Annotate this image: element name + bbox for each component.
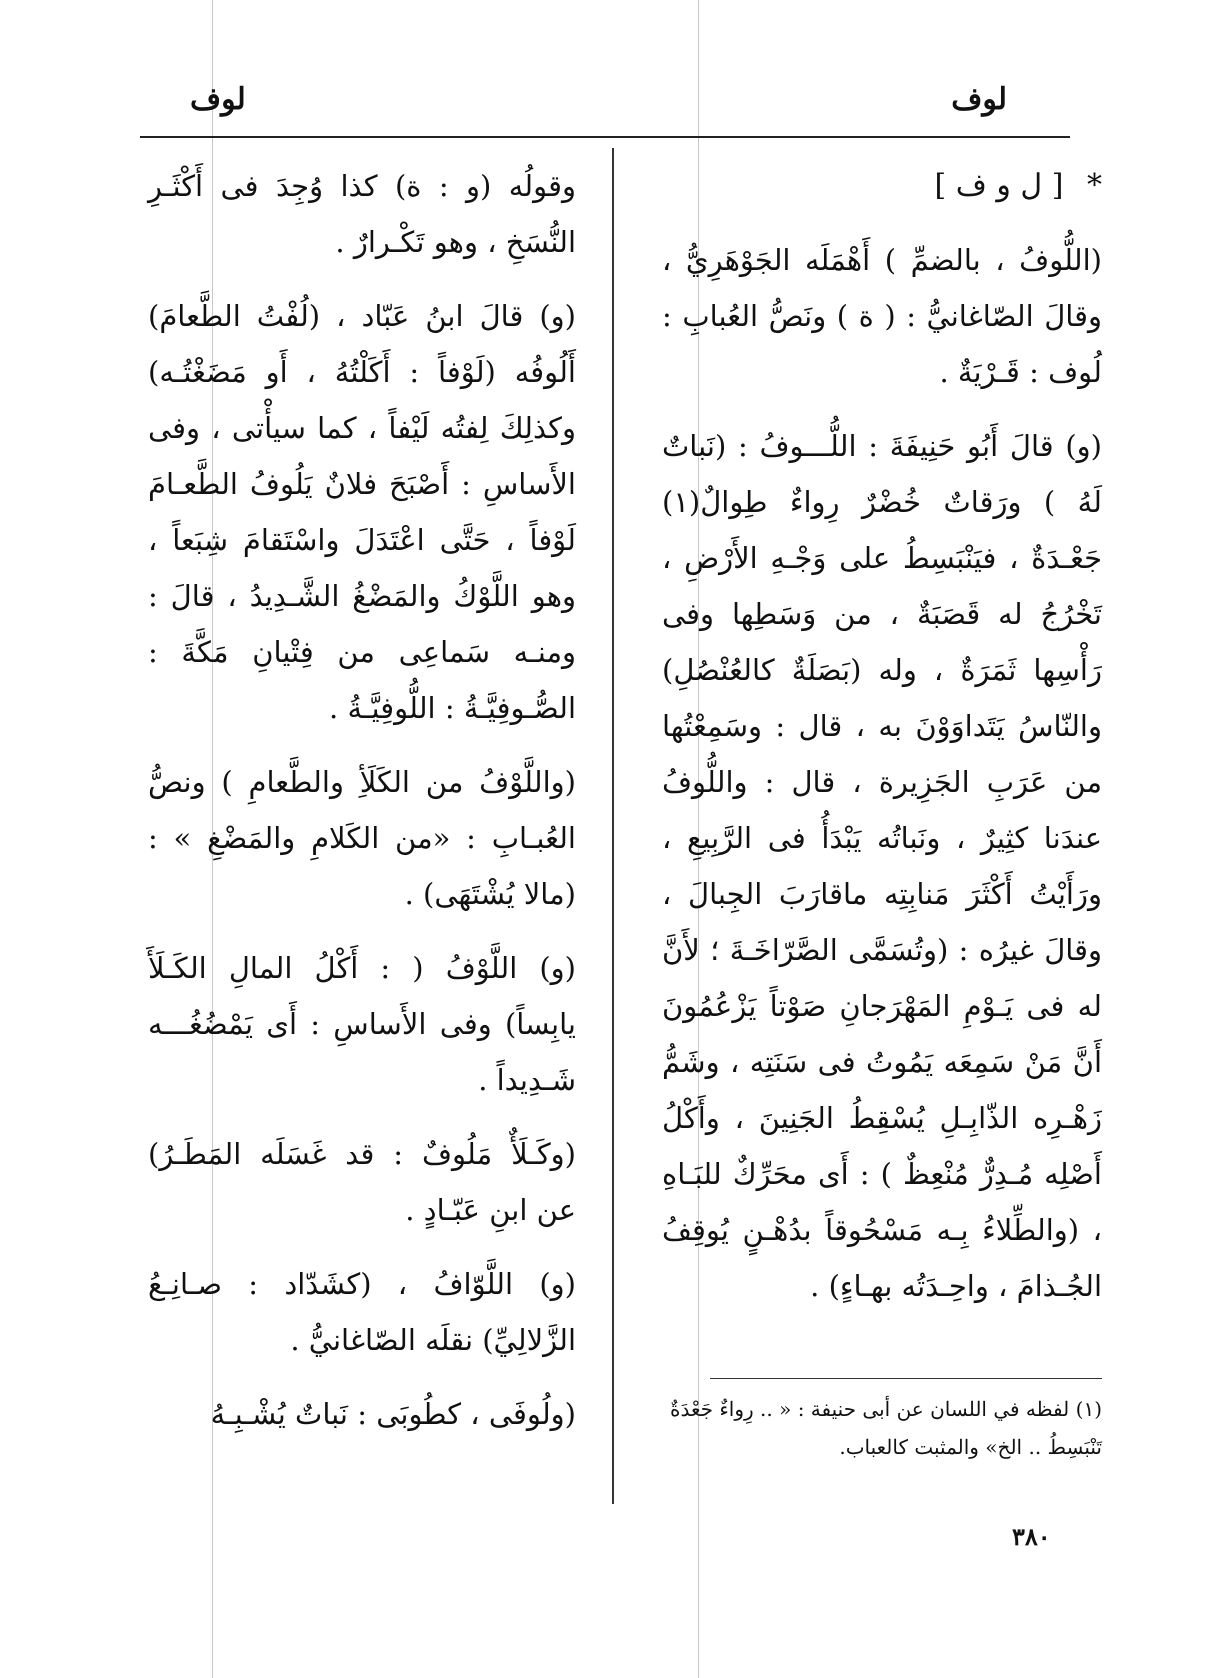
paragraph: (واللَّوْفُ من الكَلَأِ والطَّعامِ ) ونصُّ العُبـابِ : «من الكَلامِ والمَضْغِ » : (مالا يُشْتَهَى) . (148, 765, 576, 911)
footnote-rule (710, 1378, 1102, 1379)
entry-root: [ ل و ف ] (934, 168, 1064, 203)
entry-mark: * (1087, 168, 1102, 203)
paragraph: (ولُوفَى ، كطُوبَى : نَباتٌ يُشْـبِـهُ (210, 1397, 576, 1431)
entry-heading (662, 158, 1102, 214)
header-word-right: لوف (951, 82, 1007, 117)
paragraph: (و) قالَ ابنُ عَبّاد ، (لُفْتُ الطَّعامَ) أَلُوفُه (لَوْفاً : أَكَلْتُهُ ، أَو مَضَغْتُـه) وكذلِكَ لِفتُه لَيْفاً ، كما سيأْتى ، وفى الأَساسِ : أَصْبَحَ فلانٌ يَلُوفُ الطَّعـامَ لَوْفاً ، حَتَّى اعْتَدَلَ واسْتَقامَ شِبَعاً ، وهو اللَّوْكُ والمَضْغُ الشَّـدِيدُ ، قالَ : ومنـه سَماعِى من فِتْيانِ مَكَّةَ : الصُّـوفِيَّـةُ : اللُّوفِيَّـةُ . (148, 299, 576, 725)
paragraph: وقولُه (و : ة) كذا وُجِدَ فى أَكْثَـرِ النُّسَخِ ، وهو تَكْـرارٌ . (148, 169, 576, 259)
footnote: (١) لفظه في اللسان عن أبى حنيفة : « .. رِواءٌ جَعْدَةٌ تَنْبَسِطُ .. الخ» والمثبت كالعباب. (670, 1397, 1102, 1459)
paragraph: (و) اللَّوّافُ ، (كشَدّاد : صـانِـعُ الزَّلالِيِّ) نقلَه الصّاغانيُّ . (148, 1267, 576, 1357)
paragraph: (وكَـلَأٌ مَلُوفٌ : قد غَسَلَه المَطَـرُ) عن ابنِ عَبّـادٍ . (148, 1137, 576, 1227)
paragraph: (و) اللَّوْفُ ( : أَكْلُ المالِ الكَـلَأَ يابِساً) وفى الأَساسِ : أَى يَمْضُغُـــه شَـدِيداً . (148, 951, 576, 1097)
column-divider (612, 148, 614, 1504)
header-rule (140, 136, 1070, 138)
paragraph: (و) قالَ أَبُو حَنِيفَةَ : اللُّـــوفُ : (نَباتٌ لَهُ ) ورَقاتٌ خُضْرٌ رِواءٌ طِوالٌ(١) جَعْـدَةٌ ، فيَنْبَسِطُ على وَجْـهِ الأَرْضِ ، تَخْرُجُ له قَصَبَةٌ ، من وَسَطِها وفى رَأْسِها ثَمَرَةٌ ، وله (بَصَلَةٌ كالعُنْصُلِ) والنّاسُ يَتَداوَوْنَ به ، قال : وسَمِعْتُها من عَرَبِ الجَزِيرة ، قال : واللُّوفُ عندَنا كثِيرٌ ، ونَباتُه يَبْدَأُ فى الرَّبِيعِ ، ورَأَيْتُ أَكْثَرَ مَنابِتِه ماقارَبَ الجِبالَ ، وقالَ غيرُه : (وتُسَمَّى الصَّرّاخَـةَ ؛ لأَنَّ له فى يَـوْمِ المَهْرَجانِ صَوْتاً يَزْعُمُونَ أَنَّ مَنْ سَمِعَه يَمُوتُ فى سَنَتِه ، وشَمُّ زَهْـرِه الذّابِـلِ يُسْقِطُ الجَنِينَ ، وأَكْلُ أَصْلِه مُـدِرٌّ مُنْعِظٌ ) : أَى محَرِّكٌ للبَـاهِ ، (والطِّلاءُ بِـه مَسْحُوقاً بدُهْـنٍ يُوقِفُ الجُـذامَ ، واحِـدَتُه بهـاءٍ) . (662, 429, 1102, 1303)
paragraph: (اللُّوفُ ، بالضمِّ ) أَهْمَلَه الجَوْهَرِيُّ ، وقالَ الصّاغانيُّ : ( ة ) ونَصُّ العُبابِ : لُوف : قَـرْيَةٌ . (662, 243, 1102, 389)
page-number: ٣٨٠ (1012, 1522, 1051, 1551)
header-word-left: لوف (190, 82, 246, 117)
right-column (662, 158, 1102, 1332)
left-column (148, 158, 576, 1460)
